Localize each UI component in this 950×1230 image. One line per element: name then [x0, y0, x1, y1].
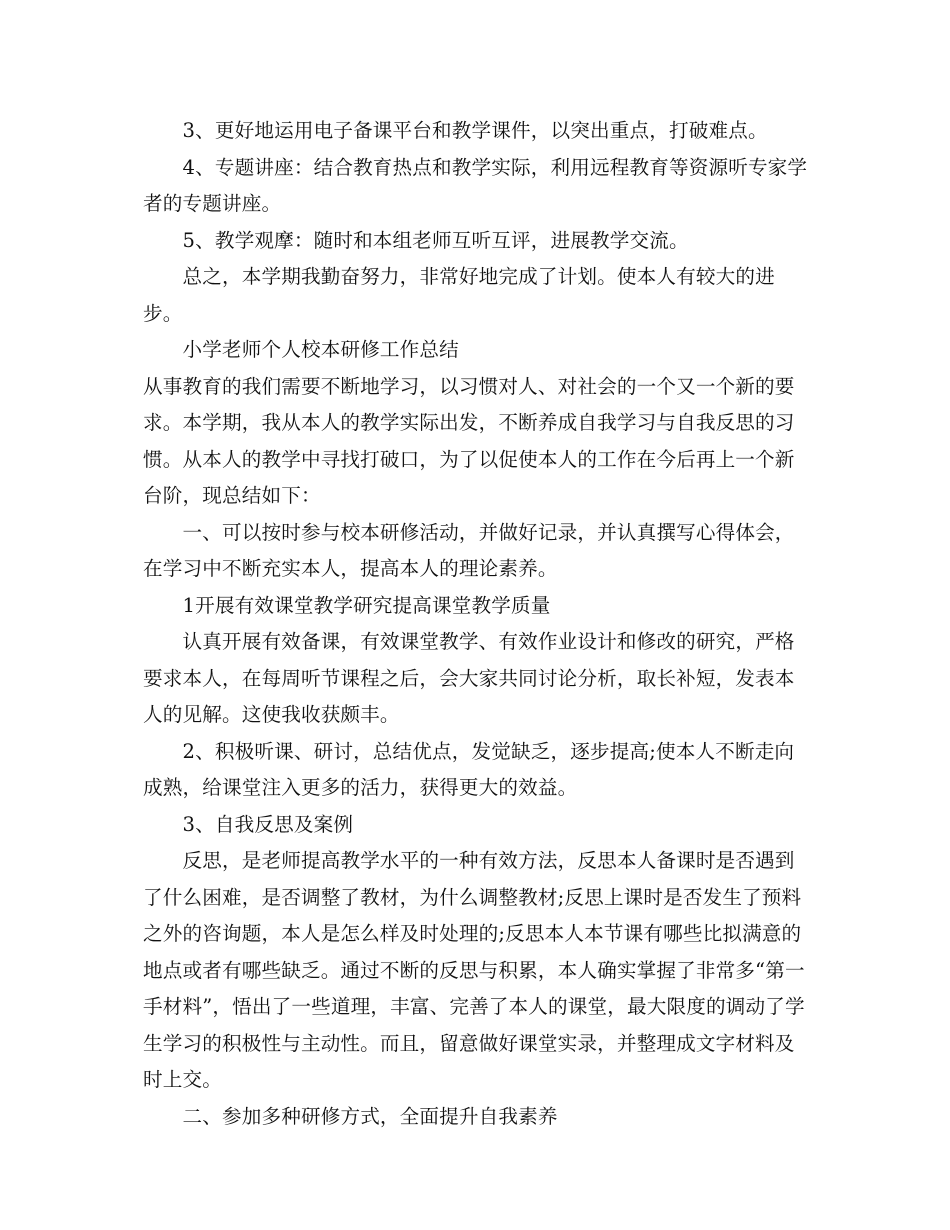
paragraph-effective-teaching: 认真开展有效备课，有效课堂教学、有效作业设计和修改的研究，严格要求本人，在每周听节课程之后，会大家共同讨论分析，取长补短，发表本人的见解。这使我收获颇丰。: [143, 630, 795, 726]
paragraph-item-4-lectures: 4、专题讲座：结合教育热点和教学实际，利用远程教育等资源听专家学者的专题讲座。: [143, 155, 808, 215]
paragraph-subheading-3: 3、自我反思及案例: [182, 812, 354, 836]
paragraph-subheading-2: 2、积极听课、研讨，总结优点，发觉缺乏，逐步提高;使本人不断走向成熟，给课堂注入更多的活力，获得更大的效益。: [143, 739, 795, 799]
paragraph-subheading-1: 1开展有效课堂教学研究提高课堂教学质量: [182, 593, 551, 617]
paragraph-reflection: 反思，是老师提高教学水平的一种有效方法，反思本人备课时是否遇到了什么困难，是否调整了教材，为什么调整教材;反思上课时是否发生了预料之外的咨询题，本人是怎么样及时处理的;反思本人本节课有哪些比拟满意的地点或者有哪些缺乏。通过不断的反思与积累，本人确实掌握了非常多“第一手材料”，悟出了一些道理，丰富、完善了本人的课堂，最大限度的调动了学生学习的积极性与主动性。而且，留意做好课堂实录，并整理成文字材料及时上交。: [143, 849, 805, 1091]
paragraph-heading-two: 二、参加多种研修方式，全面提升自我素养: [182, 1104, 558, 1128]
document-body: [143, 113, 813, 1135]
section-title: 小学老师个人校本研修工作总结: [182, 338, 459, 361]
paragraph-conclusion: 总之，本学期我勤奋努力，非常好地完成了计划。使本人有较大的进步。: [143, 265, 775, 325]
paragraph-heading-one: 一、可以按时参与校本研修活动，并做好记录，并认真撰写心得体会，在学习中不断充实本人，提高本人的理论素养。: [143, 520, 795, 580]
paragraph-item-3-courseware: 3、更好地运用电子备课平台和教学课件，以突出重点，打破难点。: [182, 119, 768, 142]
paragraph-item-5-observation: 5、教学观摩：随时和本组老师互听互评，进展教学交流。: [182, 228, 689, 252]
paragraph-introduction: 从事教育的我们需要不断地学习，以习惯对人、对社会的一个又一个新的要求。本学期，我从本人的教学实际出发，不断养成自我学习与自我反思的习惯。从本人的教学中寻找打破口，为了以促使本人的工作在今后再上一个新台阶，现总结如下：: [143, 374, 795, 507]
